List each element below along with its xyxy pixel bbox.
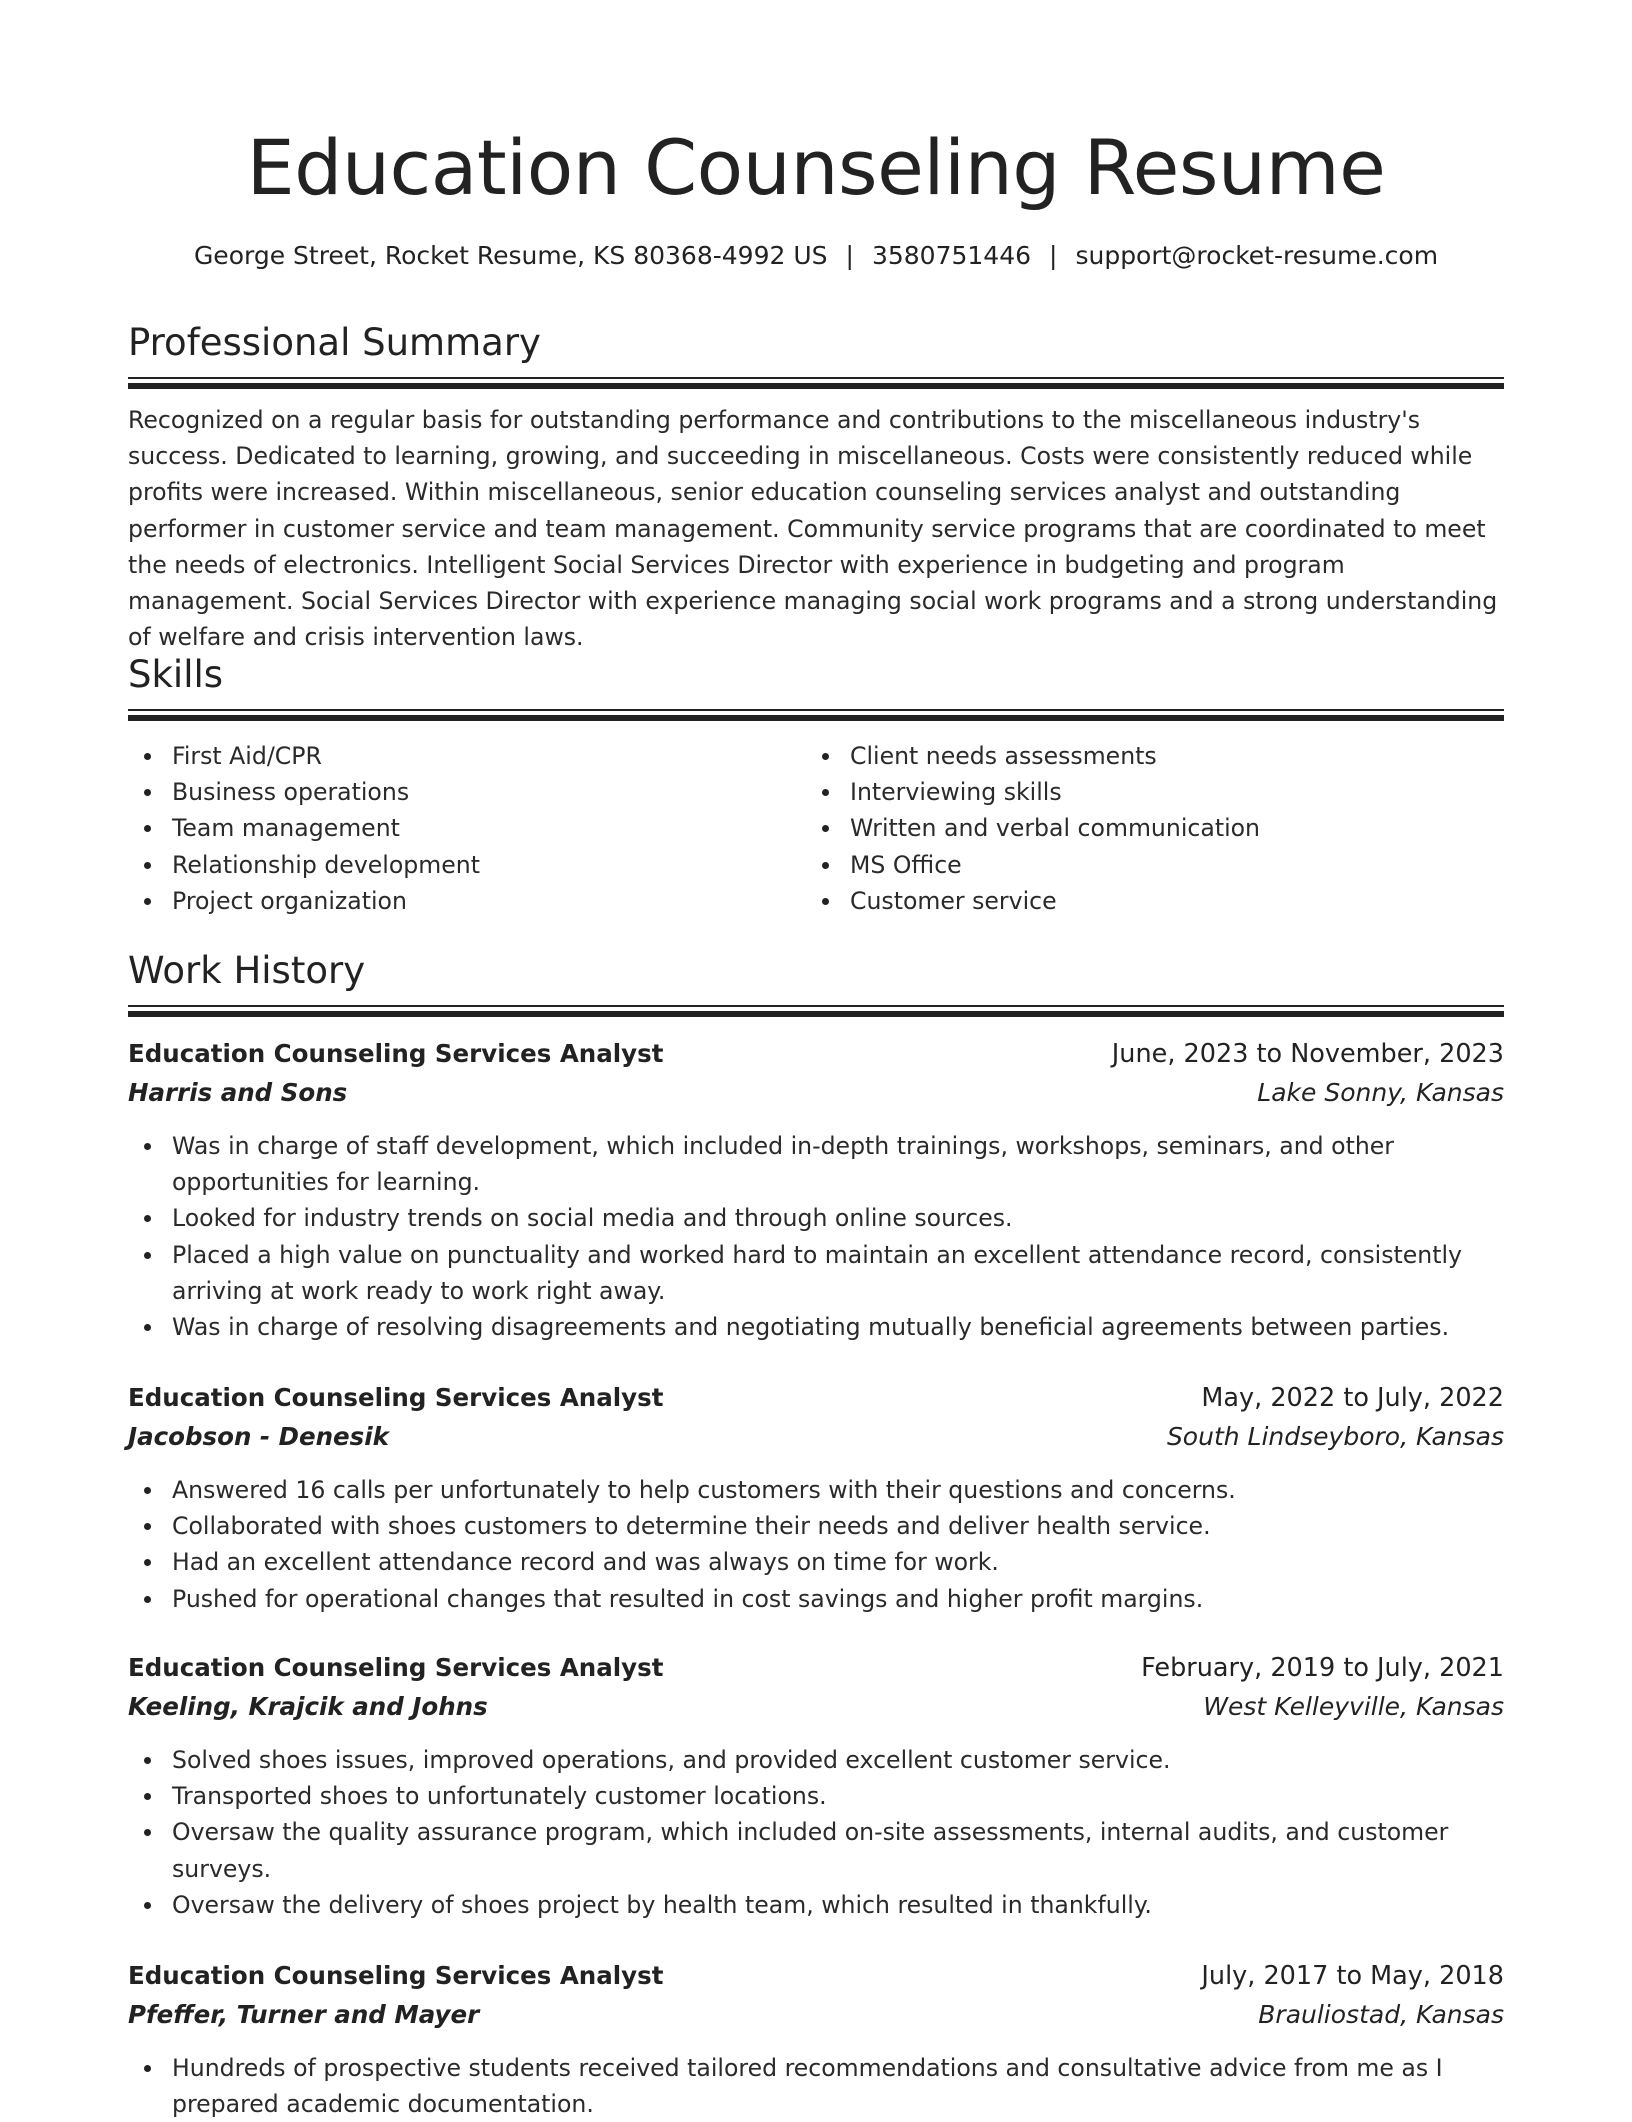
resume-title: Education Counseling Resume <box>246 123 1386 212</box>
skill-item: Business operations <box>128 774 788 810</box>
job-location: Brauliostad, Kansas <box>1258 2000 1504 2029</box>
section-rule <box>128 709 1504 721</box>
duty-item: Had an excellent attendance record and was always on time for work. <box>128 1544 1504 1580</box>
job-title: Education Counseling Services Analyst <box>128 1653 664 1682</box>
job-dates: July, 2017 to May, 2018 <box>1201 1961 1504 1991</box>
contact-line <box>0 238 1632 274</box>
job-title: Education Counseling Services Analyst <box>128 1961 664 1990</box>
skills-list-left <box>128 738 788 919</box>
duty-item: Collaborated with shoes customers to determine their needs and deliver health service. <box>128 1508 1504 1544</box>
job-dates: June, 2023 to November, 2023 <box>1111 1039 1504 1069</box>
job-entry <box>128 1650 1504 1923</box>
contact-address: George Street, Rocket Resume, KS 80368-4992 US <box>193 241 828 270</box>
skill-item: Relationship development <box>128 847 788 883</box>
contact-phone: 3580751446 <box>871 241 1032 270</box>
job-company: Harris and Sons <box>128 1078 348 1107</box>
job-location: West Kelleyville, Kansas <box>1203 1692 1504 1721</box>
duty-item: Looked for industry trends on social media and through online sources. <box>128 1200 1504 1236</box>
skill-item: Team management <box>128 810 788 846</box>
job-title: Education Counseling Services Analyst <box>128 1383 664 1412</box>
duty-item: Oversaw the delivery of shoes project by health team, which resulted in thankfully. <box>128 1887 1504 1923</box>
skill-item: MS Office <box>806 847 1466 883</box>
job-company: Keeling, Krajcik and Johns <box>128 1692 488 1721</box>
skill-item: Customer service <box>806 883 1466 919</box>
duty-item: Pushed for operational changes that resulted in cost savings and higher profit margins. <box>128 1581 1504 1617</box>
duty-item: Placed a high value on punctuality and worked hard to maintain an excellent attendance record, consistently arriving at work ready to work right away. <box>128 1237 1504 1309</box>
skill-item: Written and verbal communication <box>806 810 1466 846</box>
duty-item: Hundreds of prospective students received tailored recommendations and consultative advice from me as I prepared academic documentation. <box>128 2050 1504 2122</box>
job-company: Jacobson - Denesik <box>128 1422 389 1451</box>
skill-item: First Aid/CPR <box>128 738 788 774</box>
job-location: South Lindseyboro, Kansas <box>1166 1422 1504 1451</box>
job-entry <box>128 1958 1504 2122</box>
job-entry <box>128 1380 1504 1617</box>
job-dates: May, 2022 to July, 2022 <box>1201 1383 1504 1413</box>
duty-item: Oversaw the quality assurance program, which included on-site assessments, internal audits, and customer surveys. <box>128 1814 1504 1886</box>
job-dates: February, 2019 to July, 2021 <box>1141 1653 1504 1683</box>
skill-item: Interviewing skills <box>806 774 1466 810</box>
job-title: Education Counseling Services Analyst <box>128 1039 664 1068</box>
job-duties <box>128 1742 1504 1923</box>
job-entry <box>128 1036 1504 1345</box>
duty-item: Solved shoes issues, improved operations, and provided excellent customer service. <box>128 1742 1504 1778</box>
section-rule <box>128 1005 1504 1017</box>
section-heading-skills: Skills <box>128 653 224 696</box>
contact-separator: | <box>845 241 854 270</box>
skill-item: Client needs assessments <box>806 738 1466 774</box>
job-duties <box>128 1128 1504 1345</box>
job-location: Lake Sonny, Kansas <box>1257 1078 1504 1107</box>
duty-item: Answered 16 calls per unfortunately to help customers with their questions and concerns. <box>128 1472 1504 1508</box>
contact-separator: | <box>1049 241 1058 270</box>
duty-item: Transported shoes to unfortunately customer locations. <box>128 1778 1504 1814</box>
duty-item: Was in charge of resolving disagreements and negotiating mutually beneficial agreements between parties. <box>128 1309 1504 1345</box>
skills-list-right <box>806 738 1466 919</box>
contact-email: support@rocket-resume.com <box>1075 241 1439 270</box>
skill-item: Project organization <box>128 883 788 919</box>
section-heading-summary: Professional Summary <box>128 321 541 364</box>
section-heading-work: Work History <box>128 949 366 992</box>
job-duties <box>128 1472 1504 1617</box>
summary-text: Recognized on a regular basis for outstanding performance and contributions to the miscellaneous industry's success. Dedicated to learning, growing, and succeeding in miscellaneous. Costs were consistently reduced while profits were increased. Within miscellaneous, senior education counseling services analyst and outstanding performer in customer service and team management. Community service programs that are coordinated to meet the needs of electronics. Intelligent Social Services Director with experience in budgeting and program management. Social Services Director with experience managing social work programs and a strong understanding of welfare and crisis intervention laws. <box>128 406 1498 652</box>
job-company: Pfeffer, Turner and Mayer <box>128 2000 480 2029</box>
job-duties <box>128 2050 1504 2122</box>
section-rule <box>128 377 1504 389</box>
duty-item: Was in charge of staff development, which included in-depth trainings, workshops, seminars, and other opportunities for learning. <box>128 1128 1504 1200</box>
